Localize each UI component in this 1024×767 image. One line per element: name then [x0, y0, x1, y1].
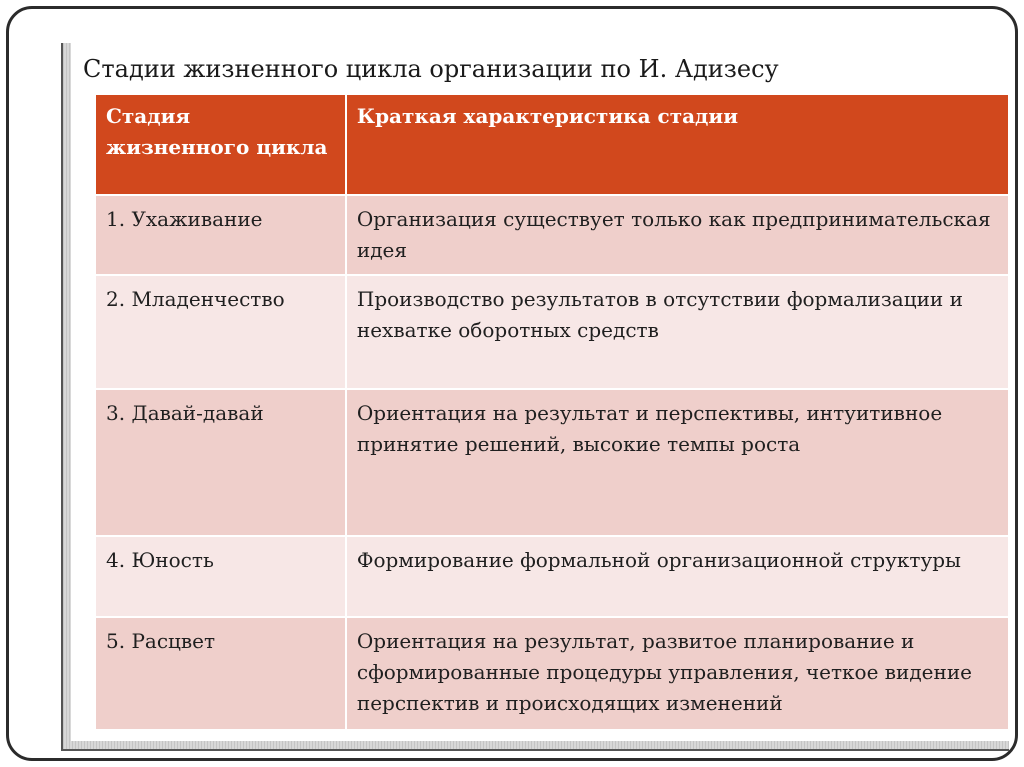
table-row	[95, 195, 1009, 275]
description-cell: Формирование формальной организационной структуры	[346, 536, 1009, 617]
stage-cell: 2. Младенчество	[95, 275, 346, 389]
description-cell: Ориентация на результат и перспективы, интуитивное принятие решений, высокие темпы роста	[346, 389, 1009, 536]
table-row	[95, 275, 1009, 389]
stages-table	[94, 93, 1010, 731]
table-row	[95, 389, 1009, 536]
stage-cell: 5. Расцвет	[95, 617, 346, 730]
slide	[61, 43, 1009, 751]
header-description: Краткая характеристика стадии	[346, 94, 1009, 195]
stage-cell: 4. Юность	[95, 536, 346, 617]
stage-cell: 3. Давай-давай	[95, 389, 346, 536]
slide-content	[71, 43, 1009, 741]
description-cell: Производство результатов в отсутствии формализации и нехватке оборотных средств	[346, 275, 1009, 389]
description-cell: Ориентация на результат, развитое планирование и сформированные процедуры управления, четкое видение перспектив и происходящих изменений	[346, 617, 1009, 730]
presentation-frame	[6, 6, 1018, 761]
slide-title: Стадии жизненного цикла организации по И. Адизесу	[83, 55, 779, 83]
table-row	[95, 617, 1009, 730]
table-header-row	[95, 94, 1009, 195]
header-stage: Стадия жизненного цикла	[95, 94, 346, 195]
stage-cell: 1. Ухаживание	[95, 195, 346, 275]
description-cell: Организация существует только как предпринимательская идея	[346, 195, 1009, 275]
table-row	[95, 536, 1009, 617]
